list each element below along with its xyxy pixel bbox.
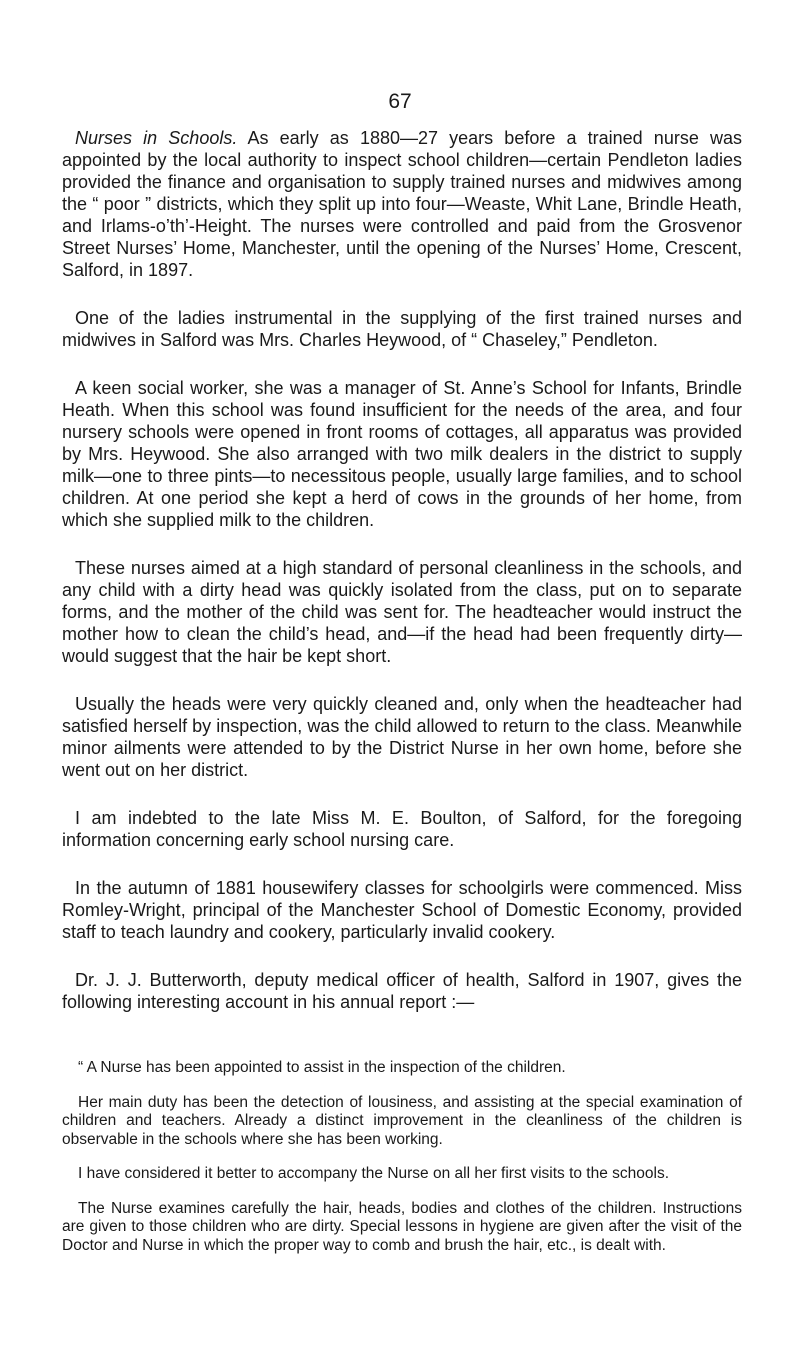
quote-paragraph: Her main duty has been the detection of lousiness, and assisting at the special examination of children and teachers. Already a distinct improvement in the cleanliness of the children is observable in the schools where she has been working. — [62, 1093, 742, 1148]
paragraph: One of the ladies instrumental in the supplying of the first trained nurses and midwives in Salford was Mrs. Charles Heywood, of “ Chaseley,” Pendleton. — [62, 308, 742, 350]
paragraph-text: As early as 1880—27 years before a trained nurse was appointed by the local authority to inspect school children—certain Pendleton ladies provided the finance and organisation to supply trained nurses and midwives among the “ poor ” districts, which they split up into four—Weaste, Whit Lane, Brindle Heath, and Irlams-o’th’-Height. The nurses were controlled and paid from the Grosvenor Street Nurses’ Home, Manchester, until the opening of the Nurses’ Home, Crescent, Salford, in 1897. — [62, 128, 742, 280]
paragraph: I am indebted to the late Miss M. E. Boulton, of Salford, for the foregoing information concerning early school nursing care. — [62, 808, 742, 850]
paragraph: A keen social worker, she was a manager of St. Anne’s School for Infants, Brindle Heath. When this school was found insufficient for the needs of the area, and four nursery schools were opened in front rooms of cottages, all apparatus was provided by Mrs. Heywood. She also arranged with two milk dealers in the district to supply milk—one to three pints—to necessitous people, usually large families, and to school children. At one period she kept a herd of cows in the grounds of her home, from which she supplied milk to the children. — [62, 378, 742, 530]
section-heading: Nurses in Schools. — [75, 128, 238, 148]
report-quotation — [62, 1059, 742, 1271]
quote-paragraph: The Nurse examines carefully the hair, heads, bodies and clothes of the children. Instructions are given to those children who are dirty. Special lessons in hygiene are given after the visit of the Doctor and Nurse in which the proper way to comb and brush the hair, etc., is dealt with. — [62, 1199, 742, 1254]
paragraph: These nurses aimed at a high standard of personal cleanliness in the schools, and any child with a dirty head was quickly isolated from the class, put on to separate forms, and the mother of the child was sent for. The headteacher would instruct the mother how to clean the child’s head, and—if the head had been frequently dirty—would suggest that the hair be kept short. — [62, 558, 742, 666]
paragraph: Dr. J. J. Butterworth, deputy medical officer of health, Salford in 1907, gives the following interesting account in his annual report :— — [62, 970, 742, 1012]
paragraph: In the autumn of 1881 housewifery classes for schoolgirls were commenced. Miss Romley-Wright, principal of the Manchester School of Domestic Economy, provided staff to teach laundry and cookery, particularly invalid cookery. — [62, 878, 742, 942]
paragraph: Usually the heads were very quickly cleaned and, only when the headteacher had satisfied herself by inspection, was the child allowed to return to the class. Meanwhile minor ailments were attended to by the District Nurse in her own home, before she went out on her district. — [62, 694, 742, 780]
quote-paragraph: I have considered it better to accompany the Nurse on all her first visits to the schools. — [78, 1165, 670, 1182]
paragraph-nurses-in-schools — [62, 127, 742, 281]
body-text — [62, 127, 742, 1039]
quote-paragraph: “ A Nurse has been appointed to assist in the inspection of the children. — [78, 1059, 566, 1076]
page-number: 67 — [388, 90, 412, 113]
